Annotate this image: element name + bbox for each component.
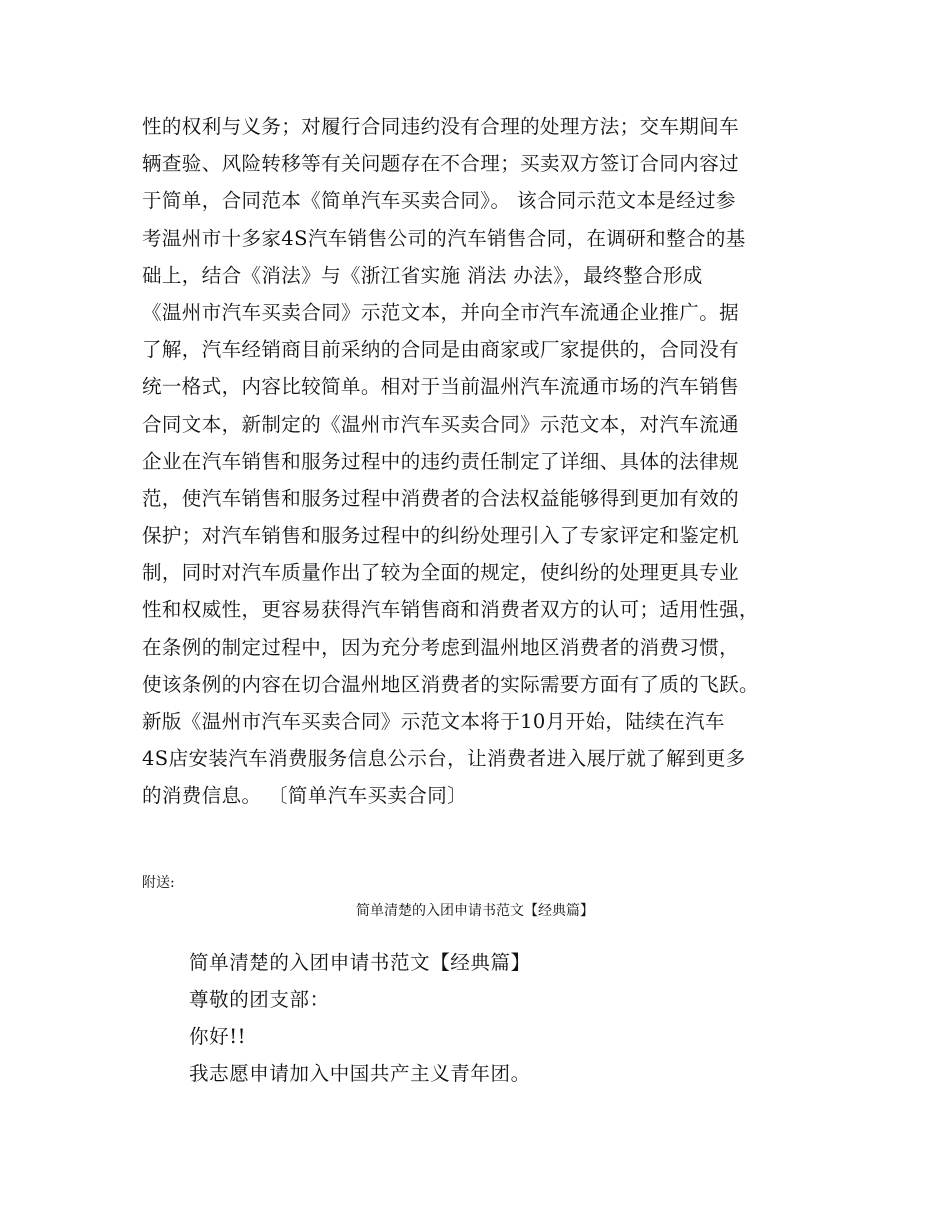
body-line: 使该条例的内容在切合温州地区消费者的实际需要方面有了质的飞跃。 xyxy=(142,672,759,696)
body-line: 了解，汽车经销商目前采纳的合同是由商家或厂家提供的，合同没有 xyxy=(142,338,740,362)
body-line: 的消费信息。 〔简单汽车买卖合同〕 xyxy=(142,784,467,808)
body-line: 于简单，合同范本《简单汽车买卖合同》。 该合同示范文本是经过参 xyxy=(142,189,736,213)
body-line: 础上，结合《消法》与《浙江省实施 消法 办法》，最终整合形成 xyxy=(142,263,703,287)
attachment-label: 附送: xyxy=(142,875,175,891)
body-line: 统一格式，内容比较简单。相对于当前温州汽车流通市场的汽车销售 xyxy=(142,375,740,399)
letter-greeting: 你好!! xyxy=(189,1025,247,1048)
body-line: 考温州市十多家4S汽车销售公司的汽车销售合同，在调研和整合的基 xyxy=(142,226,746,250)
body-line: 《温州市汽车买卖合同》示范文本，并向全市汽车流通企业推广。据 xyxy=(142,300,740,324)
body-line: 企业在汽车销售和服务过程中的违约责任制定了详细、具体的法律规 xyxy=(142,449,740,473)
application-letter xyxy=(189,944,829,1092)
body-line: 在条例的制定过程中，因为充分考虑到温州地区消费者的消费习惯， xyxy=(142,635,740,659)
letter-paragraph: 我志愿申请加入中国共产主义青年团。 xyxy=(189,1062,531,1085)
attachment-title: 简单清楚的入团申请书范文【经典篇】 xyxy=(356,903,594,919)
body-line: 合同文本，新制定的《温州市汽车买卖合同》示范文本，对汽车流通 xyxy=(142,412,740,436)
body-line: 制，同时对汽车质量作出了较为全面的规定，使纠纷的处理更具专业 xyxy=(142,561,740,585)
body-line: 辆查验、风险转移等有关问题存在不合理；买卖双方签订合同内容过 xyxy=(142,152,740,176)
body-line: 范，使汽车销售和服务过程中消费者的合法权益能够得到更加有效的 xyxy=(142,486,740,510)
body-line: 性和权威性，更容易获得汽车销售商和消费者双方的认可；适用性强， xyxy=(142,598,759,622)
body-line: 性的权利与义务；对履行合同违约没有合理的处理方法；交车期间车 xyxy=(142,115,740,138)
body-line: 保护；对汽车销售和服务过程中的纠纷处理引入了专家评定和鉴定机 xyxy=(142,524,740,548)
letter-heading: 简单清楚的入团申请书范文【经典篇】 xyxy=(189,951,531,974)
body-line: 新版《温州市汽车买卖合同》示范文本将于10月开始，陆续在汽车 xyxy=(142,710,725,733)
body-line: 4S店安装汽车消费服务信息公示台，让消费者进入展厅就了解到更多 xyxy=(142,747,746,771)
letter-salutation: 尊敬的团支部： xyxy=(189,988,330,1011)
contract-body-text xyxy=(142,108,822,815)
